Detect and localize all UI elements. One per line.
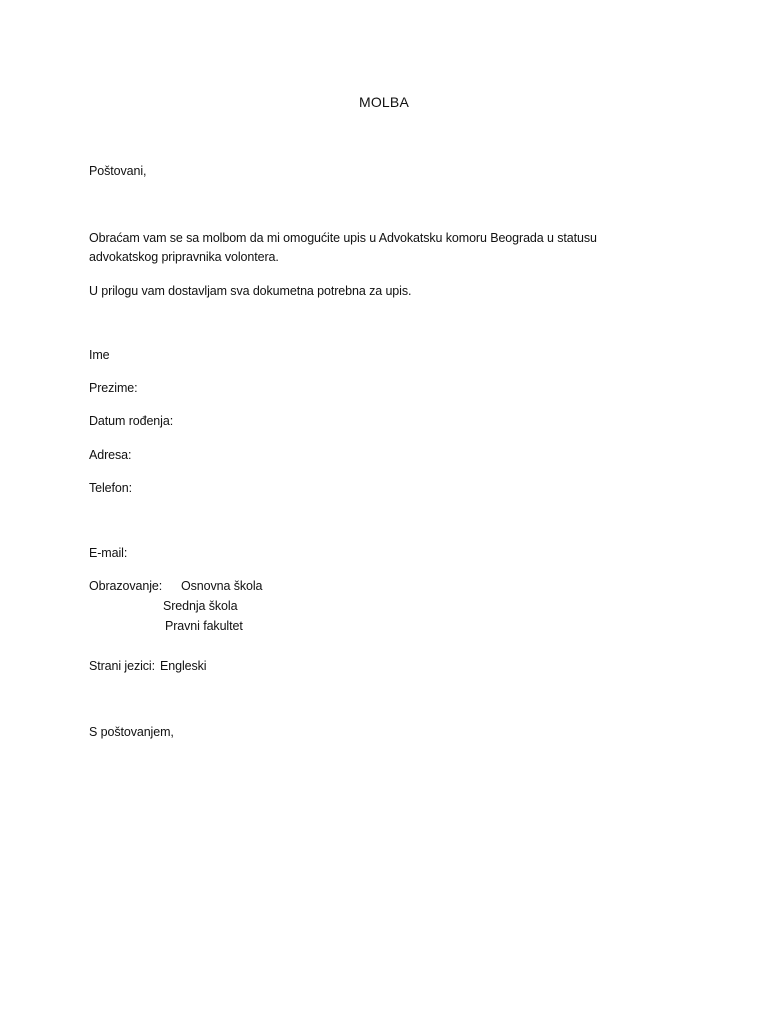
education-item: Pravni fakultet — [165, 619, 243, 633]
body-line-1: Obraćam vam se sa molbom da mi omogućite upis u Advokatsku komoru Beograda u statusu — [89, 231, 597, 245]
attachment-line: U prilogu vam dostavljam sva dokumetna potrebna za upis. — [89, 284, 412, 298]
greeting: Poštovani, — [89, 164, 147, 178]
languages-label: Strani jezici: — [89, 659, 155, 673]
closing: S poštovanjem, — [89, 725, 174, 739]
field-phone-label: Telefon: — [89, 481, 132, 495]
education-label: Obrazovanje: — [89, 579, 163, 593]
field-surname-label: Prezime: — [89, 381, 138, 395]
document-title: MOLBA — [358, 94, 409, 110]
body-line-2: advokatskog pripravnika volontera. — [89, 250, 279, 264]
education-item: Osnovna škola — [181, 579, 263, 593]
field-email-label: E-mail: — [89, 546, 128, 560]
field-name-label: Ime — [89, 348, 110, 362]
field-birth-date-label: Datum rođenja: — [89, 414, 174, 428]
field-address-label: Adresa: — [89, 448, 132, 462]
education-item: Srednja škola — [163, 599, 238, 613]
languages-value: Engleski — [160, 659, 207, 673]
